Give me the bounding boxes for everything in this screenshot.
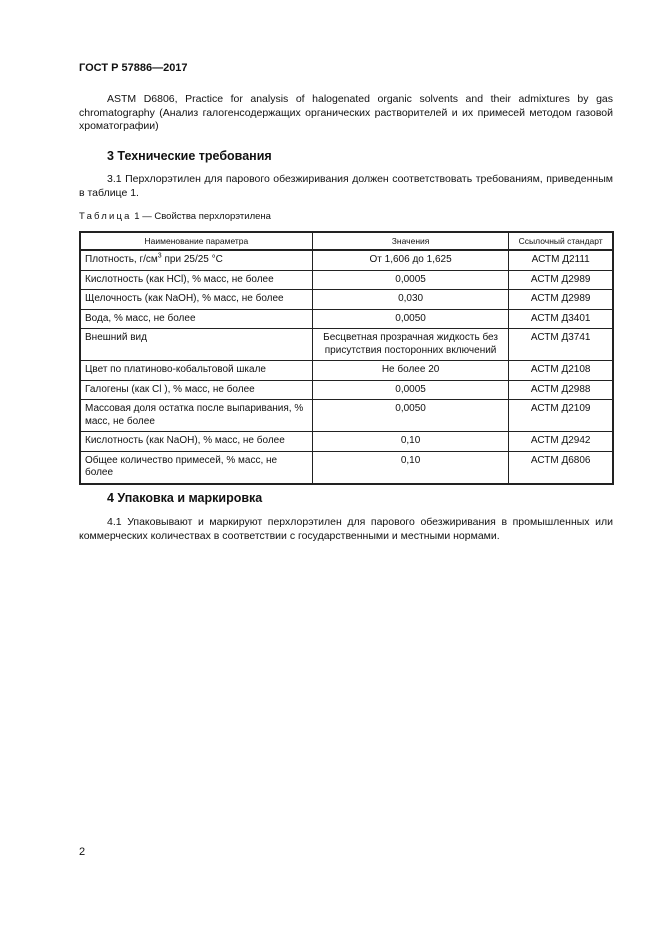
page-number: 2 <box>79 846 86 858</box>
section-3-title: 3 Технические требования <box>107 149 272 163</box>
table-caption <box>79 211 271 222</box>
parameter-text: Вода, % масс, не более <box>85 312 196 324</box>
header-parameter: Наименование параметра <box>80 232 312 250</box>
cell-value: 0,030 <box>312 290 509 310</box>
cell-standard: АСТМ Д2942 <box>509 432 613 452</box>
cell-value: 0,0005 <box>312 380 509 400</box>
cell-standard: АСТМ Д2109 <box>509 400 613 432</box>
cell-value: 0,0050 <box>312 309 509 329</box>
section-4-title: 4 Упаковка и маркировка <box>107 491 263 505</box>
parameter-superscript: 3 <box>157 252 162 260</box>
parameter-text: Кислотность (как HCl), % масс, не более <box>85 273 274 285</box>
cell-standard: АСТМ Д2988 <box>509 380 613 400</box>
table-row <box>80 451 613 484</box>
section-4-paragraph <box>79 515 613 543</box>
table-row <box>80 432 613 452</box>
document-code: ГОСТ Р 57886—2017 <box>79 62 188 74</box>
cell-standard: АСТМ Д3741 <box>509 329 613 361</box>
table-caption-label: Таблица <box>79 211 132 222</box>
parameter-text: Цвет по платиново-кобальтовой шкале <box>85 364 266 375</box>
table-row <box>80 290 613 310</box>
table-header-row <box>80 232 613 250</box>
table-row <box>80 250 613 270</box>
parameter-text: Плотность, г/см <box>85 254 158 265</box>
cell-value: 0,10 <box>312 432 509 452</box>
parameter-text: Кислотность (как NaOH), % масс, не более <box>85 435 285 446</box>
cell-parameter <box>80 451 312 484</box>
cell-parameter <box>80 400 312 432</box>
cell-value: 0,0005 <box>312 270 509 290</box>
cell-parameter <box>80 329 312 361</box>
cell-parameter <box>80 290 312 310</box>
table-row <box>80 400 613 432</box>
parameter-text: Массовая доля остатка после выпаривания, % масс, не более <box>85 403 304 427</box>
table-row <box>80 270 613 290</box>
cell-parameter <box>80 309 312 329</box>
reference-text: ASTM D6806, Practice for analysis of halogenated organic solvents and their admixtures by gas chromatography (Анализ галогенсодержащих органических растворителей и их примесей методом газовой хроматографии) <box>79 93 613 132</box>
cell-standard: АСТМ Д3401 <box>509 309 613 329</box>
reference-paragraph <box>79 93 613 134</box>
header-standard: Ссылочный стандарт <box>509 232 613 250</box>
section-3-text: 3.1 Перхлорэтилен для парового обезжиривания должен соответствовать требованиям, приведенным в таблице 1. <box>79 173 613 199</box>
cell-value: 0,10 <box>312 451 509 484</box>
parameter-text: Внешний вид <box>85 332 147 343</box>
cell-parameter <box>80 250 312 270</box>
cell-value: Не более 20 <box>312 361 509 381</box>
cell-value: Бесцветная прозрачная жидкость без присутствия посторонних включений <box>312 329 509 361</box>
parameter-text: Галогены (как Cl ), % масс, не более <box>85 383 255 395</box>
cell-parameter <box>80 432 312 452</box>
table-row <box>80 380 613 400</box>
parameter-text-tail: при 25/25 °С <box>161 254 223 265</box>
cell-parameter <box>80 380 312 400</box>
cell-value: 0,0050 <box>312 400 509 432</box>
cell-standard: АСТМ Д2989 <box>509 270 613 290</box>
cell-value: От 1,606 до 1,625 <box>312 250 509 270</box>
section-4-text: 4.1 Упаковывают и маркируют перхлорэтилен для парового обезжиривания в промышленных или коммерческих количествах в соответствии с государственными и местными нормами. <box>79 516 613 542</box>
table-row <box>80 329 613 361</box>
cell-standard: АСТМ Д6806 <box>509 451 613 484</box>
properties-table <box>79 231 614 485</box>
table-row <box>80 361 613 381</box>
cell-standard: АСТМ Д2108 <box>509 361 613 381</box>
cell-standard: АСТМ Д2989 <box>509 290 613 310</box>
cell-parameter <box>80 361 312 381</box>
header-values: Значения <box>312 232 509 250</box>
cell-standard: АСТМ Д2111 <box>509 250 613 270</box>
table-caption-title: 1 — Свойства перхлорэтилена <box>131 211 271 222</box>
cell-parameter <box>80 270 312 290</box>
section-3-paragraph <box>79 172 613 200</box>
parameter-text: Щелочность (как NaOH), % масс, не более <box>85 293 284 304</box>
parameter-text: Общее количество примесей, % масс, не более <box>85 454 278 478</box>
table-row <box>80 309 613 329</box>
